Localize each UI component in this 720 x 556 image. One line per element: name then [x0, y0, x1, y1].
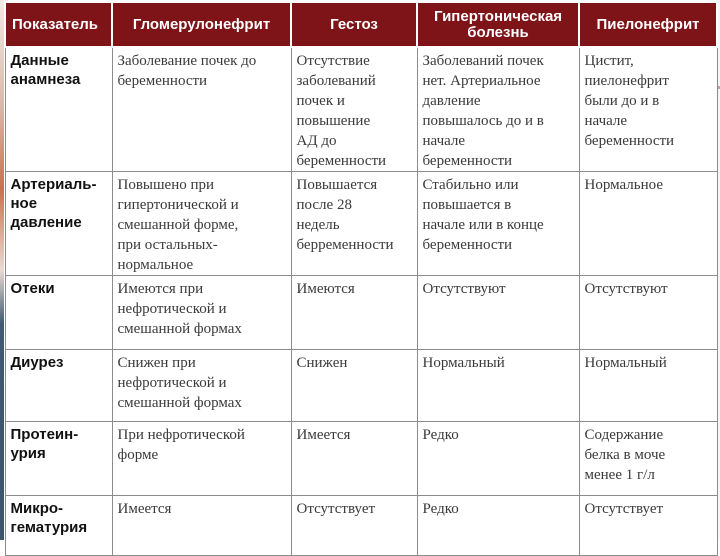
table-row: [5, 172, 717, 276]
table-cell: Повышено при гипертонической и смешанной форме, при остальных- нормальное: [112, 172, 291, 276]
table-cell: Отсутствие заболеваний почек и повышение АД до беременности: [291, 47, 417, 172]
table-cell: Нормальный: [579, 350, 717, 422]
table-cell: При нефротической форме: [112, 422, 291, 496]
table-cell: Отсутствуют: [417, 276, 579, 350]
table-row: [5, 47, 717, 172]
row-label: Протеин- урия: [5, 422, 112, 496]
table-cell: Отсутствуют: [579, 276, 717, 350]
table-cell: Отсутствует: [291, 496, 417, 556]
header-gestosis: Гестоз: [291, 2, 417, 47]
header-indicator: Показатель: [5, 2, 112, 47]
table-cell: Заболеваний почек нет. Артериальное давление повышалось до и в начале беременности: [417, 47, 579, 172]
table-header-row: [5, 2, 717, 47]
table-cell: Стабильно или повышается в начале или в конце беременности: [417, 172, 579, 276]
header-pyelonephritis: Пиелонефрит: [579, 2, 717, 47]
table-cell: Имеются при нефротической и смешанной формах: [112, 276, 291, 350]
table-cell: Цистит, пиелонефрит были до и в начале беременности: [579, 47, 717, 172]
table-cell: Имеется: [112, 496, 291, 556]
table-cell: Заболевание почек до беременности: [112, 47, 291, 172]
table-cell: Редко: [417, 422, 579, 496]
table-cell: Отсутствует: [579, 496, 717, 556]
table-row: [5, 350, 717, 422]
table-cell: Имеется: [291, 422, 417, 496]
comparison-table: [4, 1, 718, 556]
table-cell: Редко: [417, 496, 579, 556]
row-label: Данные анамнеза: [5, 47, 112, 172]
table-row: [5, 422, 717, 496]
row-label: Артериаль- ное давление: [5, 172, 112, 276]
table-cell: Повышается после 28 недель берременности: [291, 172, 417, 276]
row-label: Диурез: [5, 350, 112, 422]
table-row: [5, 276, 717, 350]
table-cell: Содержание белка в моче менее 1 г/л: [579, 422, 717, 496]
table-row: [5, 496, 717, 556]
table-cell: Нормальное: [579, 172, 717, 276]
table-cell: Снижен: [291, 350, 417, 422]
row-label: Микро- гематурия: [5, 496, 112, 556]
table-cell: Имеются: [291, 276, 417, 350]
table-cell: Нормальный: [417, 350, 579, 422]
table-cell: Снижен при нефротической и смешанной формах: [112, 350, 291, 422]
row-label: Отеки: [5, 276, 112, 350]
header-glomerulonephritis: Гломерулонефрит: [112, 2, 291, 47]
header-hypertension: Гипертоническая болезнь: [417, 2, 579, 47]
